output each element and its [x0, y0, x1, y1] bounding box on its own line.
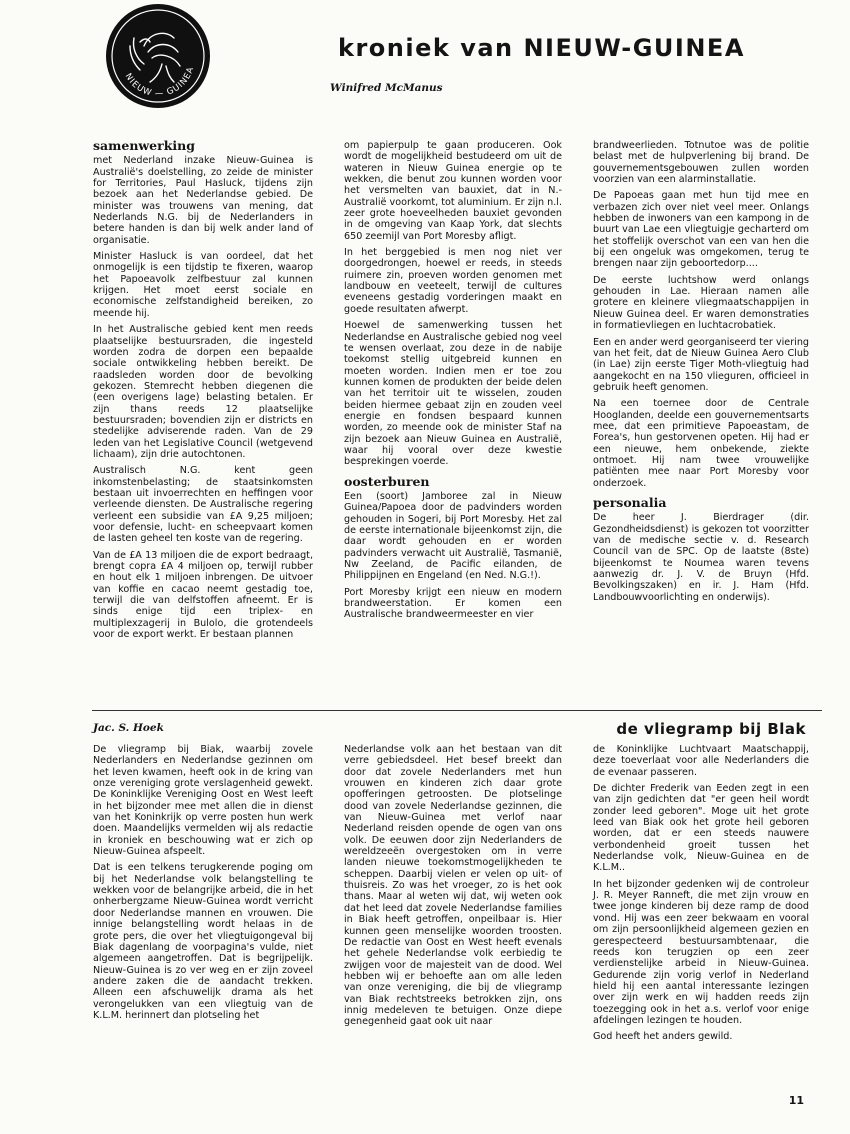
article-author: Jac. S. Hoek [93, 722, 164, 734]
paragraph: De vliegramp bij Biak, waarbij zovele Nederlanders en Nederlandse gezinnen om het leven kwamen, heeft ook in de kring van onze vereniging grote verslagenheid gewekt. De Koninklijke Vereniging Oost en West leeft in het bijzonder mee met allen die in dienst van het Koninkrijk op verre posten hun werk doen. Maandelijks vermelden wij als redactie in kroniek en beschouwing wat er zich op Nieuw-Guinea afspeelt. [93, 744, 313, 858]
kroniek-column-2 [344, 140, 562, 626]
paragraph: Een en ander werd georganiseerd ter viering van het feit, dat de Nieuw Guinea Aero Club (in Lae) zijn eerste Tiger Moth-vliegtuig had aangekocht en na 150 vlieguren, officieel in gebruik heeft genomen. [593, 336, 809, 393]
paragraph: Australisch N.G. kent geen inkomstenbelasting; de staatsinkomsten bestaan uit invoerrechten en heffingen voor verleende diensten. De Australische regering verleent een subsidie van £A 9,25 miljoen; voor defensie, lucht- en scheepvaart komen de lasten geheel ten koste van de regering. [93, 465, 313, 545]
paragraph: De eerste luchtshow werd onlangs gehouden in Lae. Hieraan namen alle grotere en kleinere vliegmaatschappijen in Nieuw Guinea deel. Er waren demonstraties in formatievliegen en luchtacrobatiek. [593, 274, 809, 332]
section-divider [92, 710, 822, 711]
nieuw-guinea-logo [104, 2, 212, 110]
paragraph: De dichter Frederik van Eeden zegt in een van zijn gedichten dat "er geen heil wordt zonder leed geboren". Moge uit het grote leed van Biak ook het grote heil geboren worden, dat er een steeds nauwere verbondenheid groeit tussen het Nederlandse volk, Nieuw-Guinea en de K.L.M.. [593, 783, 809, 874]
paragraph: brandweerlieden. Totnutoe was de politie belast met de hulpverlening bij brand. De gouvernementsgebouwen zullen worden voorzien van een alarminstallatie. [593, 140, 809, 186]
page-number: 11 [788, 1094, 804, 1107]
paragraph: om papierpulp te gaan produceren. Ook wordt de mogelijkheid bestudeerd om uit de wateren in Nieuw Guinea energie op te wekken, die benut zou kunnen worden voor het versmelten van bauxiet, dat in N.-Australië voorkomt, tot aluminium. Er zijn n.l. zeer grote hoeveelheden bauxiet gevonden in de omgeving van Kaap York, dat slechts 650 zeemijl van Port Moresby afligt. [344, 140, 562, 242]
paragraph: Hoewel de samenwerking tussen het Nederlandse en Australische gebied nog veel te wensen overlaat, zou deze in de nabije toekomst stellig uitgebreid kunnen en moeten worden. Indien men er toe zou kunnen komen de produkten der beide delen van het territoir uit te wisselen, zouden beiden hiermee gebaat zijn en zouden veel energie en fondsen bespaard kunnen worden, zo meende ook de minister Staf na zijn bezoek aan Nieuw Guinea en Australië, waar hij vooral over deze kwestie besprekingen voerde. [344, 320, 562, 468]
blak-column-2 [344, 744, 562, 1033]
paragraph: Van de £A 13 miljoen die de export bedraagt, brengt copra £A 4 miljoen op, terwijl rubber en hout elk 1 miljoen inbrengen. De uitvoer van koffie en cacao neemt gestadig toe, terwijl die van delfstoffen afneemt. Er is sinds enige tijd een triplex- en multiplexzagerij in Bulolo, die grotendeels voor de export werkt. Er bestaan plannen [93, 549, 313, 641]
blak-column-3 [593, 744, 809, 1048]
section-heading: personalia [593, 494, 667, 510]
paragraph: Nederlandse volk aan het bestaan van dit verre gebiedsdeel. Het besef breekt dan door dat zovele Nederlanders met hun vrouwen en kinderen zich daar grote opofferingen getroosten. De plotselinge dood van zovele Nederlandse gezinnen, die van Nieuw-Guinea met verlof naar Nederland reisden opende de ogen van ons volk. De eeuwen door zijn Nederlanders de wereldzeeën overgestoken om in verre landen nieuwe toekomstmogelijkheden te scheppen. Daarbij vielen er velen op uit- of thuisreis. Zo was het vroeger, zo is het ook thans. Maar al weten wij dat, wij weten ook dat het leed dat zovele Nederlandse families in Biak heeft getroffen, onpeilbaar is. Hier kunnen geen menselijke woorden troosten. De redactie van Oost en West heeft evenals het gehele Nederlandse volk eerbiedig te zwijgen voor de majesteit van de dood. Wel hebben wij er behoefte aan om alle leden van onze vereniging, die bij de vliegramp van Biak rechtstreeks betrokken zijn, ons innig medeleven te betuigen. Onze diepe genegenheid gaat ook uit naar [344, 744, 562, 1028]
paragraph: God heeft het anders gewild. [593, 1031, 733, 1043]
paragraph: De heer J. Bierdrager (dir. Gezondheidsdienst) is gekozen tot voorzitter van de medische sectie v. d. Research Council van de SPC. Op de laatste (8ste) bijeenkomst te Noumea waren tevens aanwezig dr. J. V. de Bruyn (Hfd. Bevolkingszaken) en ir. J. Ham (Hfd. Landbouwvoorlichting en onderwijs). [593, 512, 809, 603]
paragraph: Port Moresby krijgt een nieuw en modern brandweerstation. Er komen een Australische brandweermeester en vier [344, 586, 562, 621]
paragraph: met Nederland inzake Nieuw-Guinea is Australië's doelstelling, zo zeide de minister for Territories, Paul Hasluck, tijdens zijn bezoek aan het Nederlandse gebied. De minister was trouwens van mening, dat Nederlands N.G. bij de Nederlanders in betere handen is dan bij welk ander land of organisatie. [93, 155, 313, 246]
paragraph: In het bijzonder gedenken wij de controleur J. R. Meyer Ranneft, die met zijn vrouw en twee jonge kinderen bij deze ramp de dood vond. Hij was een zeer bekwaam en vooral om zijn persoonlijkheid algemeen gezien en gerespecteerd bestuursambtenaar, die reeds kon terugzien op een zeer verdienstelijke arbeid in Nieuw-Guinea. Gedurende zijn vorig verlof in Nederland hield hij een aantal interessante lezingen over zijn werk en wij hadden reeds zijn toezegging ook in het a.s. verlof voor enige afdelingen lezingen te houden. [593, 878, 809, 1026]
article-author: Winifred McManus [330, 82, 443, 94]
kroniek-column-1 [93, 140, 313, 645]
paragraph: In het berggebied is men nog niet ver doorgedrongen, hoewel er reeds, in steeds ruimere zin, proeven worden genomen met landbouw en veeteelt, terwijl de cultures eveneens gestadig vorderingen maakt en goede resultaten afwerpt. [344, 247, 562, 315]
paragraph: Dat is een telkens terugkerende poging om bij het Nederlandse volk belangstelling te wekken voor de belangrijke arbeid, die in het onherbergzame Nieuw-Guinea wordt verricht door Nederlandse mannen en vrouwen. Die innige belangstelling wordt helaas in de grote pers, die over het vliegtuigongeval bij Biak dagenlang de voorpagina's vulde, niet algemeen aangetroffen. Dat is begrijpelijk. Nieuw-Guinea is zo ver weg en er zijn zoveel andere zaken die de aandacht trekken. Alleen een afschuwelijk drama als het verongelukken van een vliegtuig van de K.L.M. herinnert dan plotseling het [93, 862, 313, 1021]
paragraph: de Koninklijke Luchtvaart Maatschappij, deze toeverlaat voor alle Nederlanders die de evenaar passeren. [593, 744, 809, 778]
page-title: kroniek van NIEUW-GUINEA [338, 34, 745, 62]
section-heading: oosterburen [344, 473, 430, 489]
kroniek-column-3 [593, 140, 809, 608]
section-heading: samenwerking [93, 138, 195, 153]
article-title: de vliegramp bij Blak [616, 720, 806, 738]
logo-text: NIEUW — GUINEA [122, 65, 197, 100]
paragraph: De Papoeas gaan met hun tijd mee en verbazen zich over niet veel meer. Onlangs hebben de inwoners van een kampong in de buurt van Lae een vliegtuigje gecharterd om het stoffelijk overschot van een van hen die bij een ongeluk was omgekomen, terug te brengen naar zijn geboortedorp.... [593, 190, 809, 270]
paragraph: Minister Hasluck is van oordeel, dat het onmogelijk is een tijdstip te fixeren, waarop het Papoeavolk zelfbestuur zal kunnen krijgen. Het moet eerst sociale en economische zelfstandigheid bereiken, zo meende hij. [93, 251, 313, 319]
paragraph: Na een toernee door de Centrale Hooglanden, deelde een gouvernementsarts mee, dat een primitieve Papoeastam, de Forea's, hun gestorvenen opeten. Hij had er een nieuwe, hem onbekende, ziekte ontmoet. Hij nam twee vrouwelijke patiënten mee naar Port Moresby voor onderzoek. [593, 398, 809, 489]
blak-column-1 [93, 744, 313, 1026]
paragraph: In het Australische gebied kent men reeds plaatselijke bestuursraden, die ingesteld worden zodra de dorpen een bepaalde sociale ontwikkeling hebben bereikt. De raadsleden worden door de bevolking gekozen. Stemrecht hebben diegenen die (een overigens lage) belasting betalen. Er zijn thans reeds 12 plaatselijke bestuursraden; bovendien zijn er districts en stedelijke adviserende raden. Van de 29 leden van het Legislative Council (wetgevend lichaam), zijn drie autochtonen. [93, 324, 313, 460]
paragraph: Een (soort) Jamboree zal in Nieuw Guinea/Papoea door de padvinders worden gehouden in Sogeri, bij Port Moresby. Het zal de eerste internationale bijeenkomst zijn, die daar wordt gehouden en er worden padvinders verwacht uit Australië, Tasmanië, Nw Zeeland, de Pacific eilanden, de Philippijnen en Engeland (en Ned. N.G.!). [344, 490, 562, 582]
